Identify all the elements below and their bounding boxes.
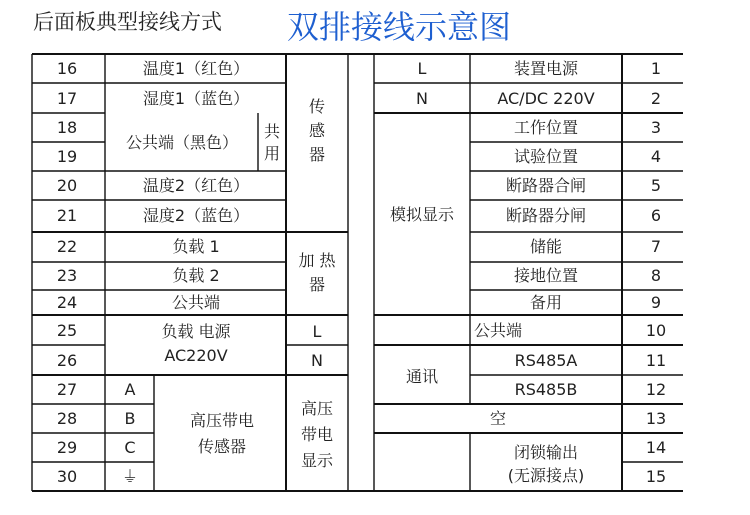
terminal-5: 5 (650, 176, 662, 195)
terminal-24: 24 (56, 293, 78, 312)
terminal-4: 4 (650, 147, 662, 166)
terminal-26: 26 (56, 351, 78, 370)
terminal-2: 2 (650, 89, 662, 108)
label-working-position: 工作位置 (513, 118, 579, 137)
terminal-30: 30 (56, 467, 78, 486)
terminal-12: 12 (645, 380, 667, 399)
label-common-v1: 共 (263, 122, 281, 141)
label-test-position: 试验位置 (513, 147, 579, 166)
label-device-power: 装置电源 (513, 59, 579, 78)
label-spare: 备用 (529, 293, 563, 312)
label-rs485b: RS485B (514, 380, 578, 399)
label-ground-position: 接地位置 (513, 266, 579, 285)
power-L: L (417, 59, 427, 78)
label-common-black: 公共端（黑色） (125, 133, 239, 152)
label-phase-A: A (124, 380, 136, 399)
terminal-20: 20 (56, 176, 78, 195)
terminal-19: 19 (56, 147, 78, 166)
label-common: 公共端 (171, 293, 221, 312)
terminal-14: 14 (645, 438, 667, 457)
terminal-11: 11 (645, 351, 667, 370)
heater-group-1: 加 热 (298, 251, 336, 270)
label-breaker-close: 断路器合闸 (505, 176, 587, 195)
terminal-29: 29 (56, 438, 78, 457)
label-energy-storage: 储能 (529, 237, 563, 256)
hv-display-2: 带电 (300, 425, 334, 444)
terminal-3: 3 (650, 118, 662, 137)
terminal-22: 22 (56, 237, 78, 256)
comm-label: 通讯 (405, 367, 439, 386)
ground-icon: ⏚ (121, 467, 139, 486)
label-lock-output: 闭锁输出 (513, 443, 579, 462)
terminal-7: 7 (650, 237, 662, 256)
label-rs485a: RS485A (514, 351, 578, 370)
terminal-6: 6 (650, 206, 662, 225)
heater-group-2: 器 (308, 275, 326, 294)
label-acdc-220v: AC/DC 220V (497, 89, 595, 108)
label-empty: 空 (489, 409, 507, 428)
terminal-21: 21 (56, 206, 78, 225)
label-right-common: 公共端 (473, 321, 523, 340)
terminal-15: 15 (645, 467, 667, 486)
label-phase-C: C (124, 438, 136, 457)
sensor-group-2: 感 (308, 121, 326, 140)
terminal-18: 18 (56, 118, 78, 137)
label-phase-B: B (124, 409, 136, 428)
diagram-title: 双排接线示意图 (287, 8, 512, 46)
hv-sensor-2: 传感器 (197, 437, 247, 456)
terminal-25: 25 (56, 321, 78, 340)
terminal-28: 28 (56, 409, 78, 428)
terminal-1: 1 (650, 59, 662, 78)
label-load-power: 负载 电源 (161, 322, 231, 341)
terminal-27: 27 (56, 380, 78, 399)
label-temp2: 温度2（红色） (142, 176, 250, 195)
terminal-16: 16 (56, 59, 78, 78)
label-temp1: 温度1（红色） (142, 59, 250, 78)
terminal-17: 17 (56, 89, 78, 108)
terminal-13: 13 (645, 409, 667, 428)
page-title: 后面板典型接线方式 (33, 10, 222, 34)
hv-sensor-1: 高压带电 (189, 411, 255, 430)
label-load1: 负载 1 (172, 237, 220, 256)
sensor-group-3: 器 (308, 145, 326, 164)
label-passive-contact: (无源接点) (507, 466, 585, 485)
terminal-10: 10 (645, 321, 667, 340)
label-ac220v: AC220V (164, 346, 228, 365)
terminal-9: 9 (650, 293, 662, 312)
label-load-L: L (312, 322, 322, 341)
label-humidity1: 湿度1（蓝色） (142, 89, 250, 108)
label-humidity2: 湿度2（蓝色） (142, 206, 250, 225)
label-load-N: N (311, 351, 323, 370)
hv-display-1: 高压 (300, 399, 334, 418)
label-common-v2: 用 (263, 144, 281, 163)
power-N: N (416, 89, 428, 108)
sensor-group-1: 传 (308, 97, 326, 116)
label-load2: 负载 2 (172, 266, 220, 285)
terminal-23: 23 (56, 266, 78, 285)
terminal-8: 8 (650, 266, 662, 285)
analog-display: 模拟显示 (389, 205, 455, 224)
hv-display-3: 显示 (300, 451, 334, 470)
label-breaker-open: 断路器分闸 (505, 206, 587, 225)
